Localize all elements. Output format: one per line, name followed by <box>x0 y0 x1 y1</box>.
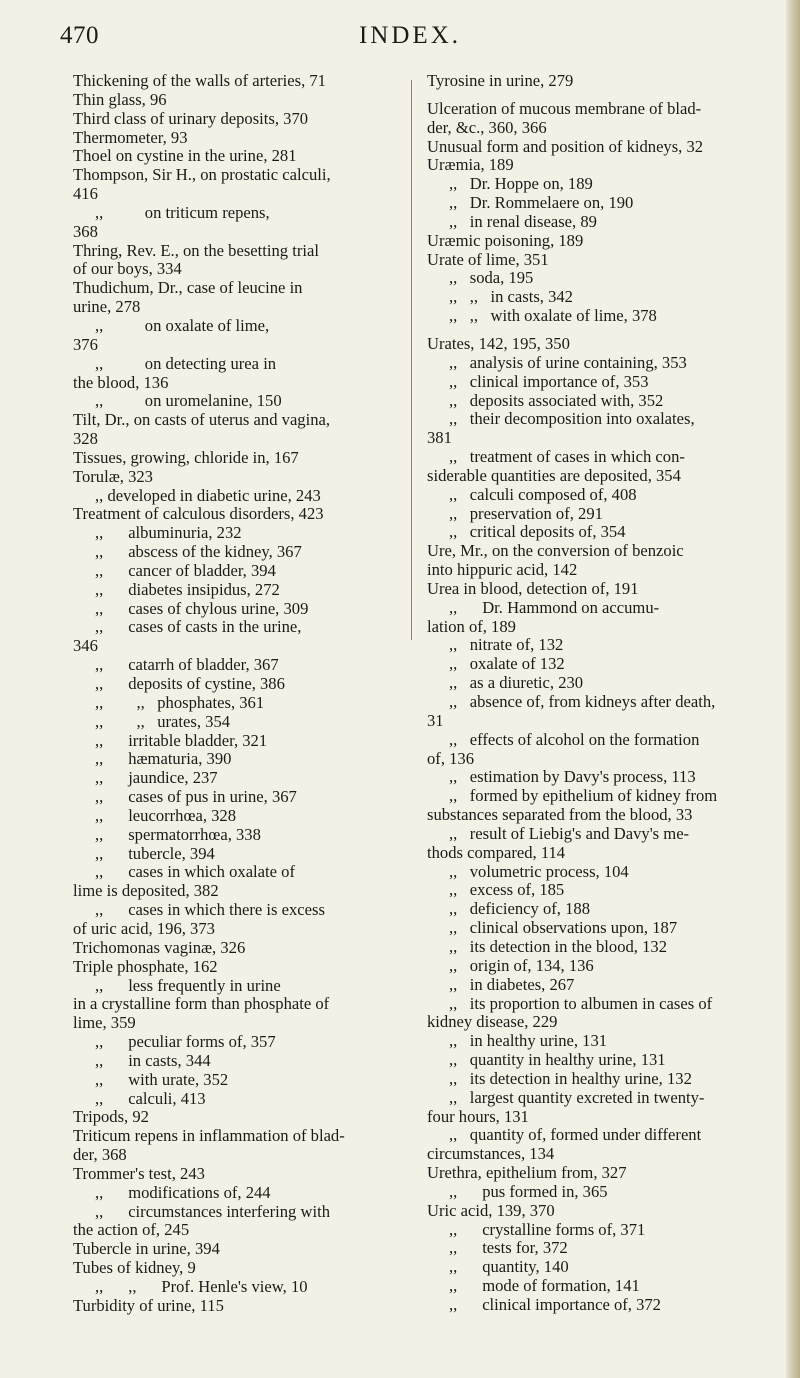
index-line: ,, treatment of cases in which con- <box>449 447 685 467</box>
index-line: ,, as a diuretic, 230 <box>449 673 584 693</box>
index-line: ,, modifications of, 244 <box>95 1182 271 1202</box>
index-line: ,, albuminuria, 232 <box>95 523 242 543</box>
index-column-left <box>73 72 407 1316</box>
index-line: Tissues, growing, chloride in, 167 <box>73 447 299 467</box>
index-line: ,, cases in which oxalate of <box>95 862 295 882</box>
index-line: ,, peculiar forms of, 357 <box>95 1032 276 1052</box>
index-line: Uræmic poisoning, 189 <box>427 230 584 250</box>
index-line: ,, its detection in the blood, 132 <box>449 936 667 956</box>
index-line: the action of, 245 <box>73 1220 190 1240</box>
index-line: ,, irritable bladder, 321 <box>95 730 268 750</box>
index-line: ,, largest quantity excreted in twenty- <box>449 1087 705 1107</box>
index-line: substances separated from the blood, 33 <box>427 805 693 825</box>
index-line: in a crystalline form than phosphate of <box>73 994 330 1014</box>
index-line: Torulæ, 323 <box>73 466 153 486</box>
index-line: of, 136 <box>427 748 475 768</box>
index-line: ,, soda, 195 <box>449 268 534 288</box>
index-line: 328 <box>73 429 98 449</box>
index-line: Uræmia, 189 <box>427 155 514 175</box>
index-line: ,, calculi, 413 <box>95 1088 206 1108</box>
index-line: 381 <box>427 428 452 448</box>
index-line: 376 <box>73 334 98 354</box>
index-line: ,, in renal disease, 89 <box>449 211 597 231</box>
index-line: ,, ,, phosphates, 361 <box>95 692 265 712</box>
index-line: Tubes of kidney, 9 <box>73 1258 196 1278</box>
index-line: ,, formed by epithelium of kidney from <box>449 786 718 806</box>
index-line: Ure, Mr., on the conversion of benzoic <box>427 541 684 561</box>
index-line: circumstances, 134 <box>427 1144 555 1164</box>
index-line: ,, Dr. Hammond on accumu- <box>449 597 660 617</box>
index-line: Thickening of the walls of arteries, 71 <box>73 71 326 90</box>
index-line: ,, on uromelanine, 150 <box>95 391 282 411</box>
index-line: ,, on triticum repens, <box>95 202 270 222</box>
index-line: Tubercle in urine, 394 <box>73 1239 220 1259</box>
index-line: ,, leucorrhœa, 328 <box>95 805 237 825</box>
index-line: of our boys, 334 <box>73 259 182 279</box>
index-line: ,, cases of chylous urine, 309 <box>95 598 309 618</box>
index-line: ,, hæmaturia, 390 <box>95 749 232 769</box>
index-line: ,, quantity, 140 <box>449 1257 569 1277</box>
index-line: ,, deposits associated with, 352 <box>449 390 664 410</box>
index-line: ,, on oxalate of lime, <box>95 315 270 335</box>
index-line: siderable quantities are deposited, 354 <box>427 465 681 485</box>
index-line: ,, Dr. Rommelaere on, 190 <box>449 193 634 213</box>
index-line: ,, excess of, 185 <box>449 880 565 900</box>
index-line: ,, in healthy urine, 131 <box>449 1031 608 1051</box>
index-line: ,, quantity in healthy urine, 131 <box>449 1050 666 1070</box>
index-line: Urates, 142, 195, 350 <box>427 333 570 353</box>
index-line: lime is deposited, 382 <box>73 881 219 901</box>
index-line: ,, ,, with oxalate of lime, 378 <box>449 306 657 326</box>
index-line: ,, cases of pus in urine, 367 <box>95 787 297 807</box>
index-line: ,, clinical observations upon, 187 <box>449 918 678 938</box>
index-line: ,, deficiency of, 188 <box>449 899 590 919</box>
index-line: ,, on detecting urea in <box>95 353 277 373</box>
index-line: Urate of lime, 351 <box>427 249 549 269</box>
index-line: ,, clinical importance of, 353 <box>449 371 649 391</box>
index-line: kidney disease, 229 <box>427 1012 558 1032</box>
index-line: ,, cases of casts in the urine, <box>95 617 302 637</box>
index-line: ,, crystalline forms of, 371 <box>449 1219 646 1239</box>
index-line: Uric acid, 139, 370 <box>427 1200 555 1220</box>
index-line: ,, nitrate of, 132 <box>449 635 564 655</box>
index-line: 31 <box>427 710 444 730</box>
index-line: Unusual form and position of kidneys, 32 <box>427 136 704 156</box>
index-line: Treatment of calculous disorders, 423 <box>73 504 324 524</box>
index-line: Tripods, 92 <box>73 1107 149 1127</box>
index-line: Triple phosphate, 162 <box>73 956 218 976</box>
index-line: ,, developed in diabetic urine, 243 <box>95 485 321 505</box>
page-edge <box>786 0 800 1378</box>
index-line: 346 <box>73 636 98 656</box>
index-line: ,, less frequently in urine <box>95 975 281 995</box>
index-line: the blood, 136 <box>73 372 169 392</box>
index-line: Thin glass, 96 <box>73 89 167 109</box>
index-line: Tyrosine in urine, 279 <box>427 71 574 90</box>
index-line: Turbidity of urine, 115 <box>73 1295 224 1315</box>
index-line: ,, clinical importance of, 372 <box>449 1295 661 1314</box>
index-line: thods compared, 114 <box>427 842 566 862</box>
index-line: ,, tubercle, 394 <box>95 843 215 863</box>
index-line: ,, with urate, 352 <box>95 1069 229 1089</box>
index-line: Thudichum, Dr., case of leucine in <box>73 278 303 298</box>
index-line: urine, 278 <box>73 297 141 317</box>
index-line: Thring, Rev. E., on the besetting trial <box>73 240 319 260</box>
index-line: lation of, 189 <box>427 616 516 636</box>
index-line: ,, calculi composed of, 408 <box>449 484 637 504</box>
index-line: ,, analysis of urine containing, 353 <box>449 352 687 372</box>
index-line: ,, critical deposits of, 354 <box>449 522 626 542</box>
index-line: ,, effects of alcohol on the formation <box>449 729 700 749</box>
index-line: of uric acid, 196, 373 <box>73 918 215 938</box>
index-line: ,, result of Liebig's and Davy's me- <box>449 823 690 843</box>
index-line: ,, mode of formation, 141 <box>449 1276 640 1296</box>
index-line: ,, ,, in casts, 342 <box>449 287 573 307</box>
index-line: ,, cancer of bladder, 394 <box>95 560 276 580</box>
index-line: ,, catarrh of bladder, 367 <box>95 655 279 675</box>
index-line: ,, diabetes insipidus, 272 <box>95 579 280 599</box>
index-line: Thompson, Sir H., on prostatic calculi, <box>73 165 331 185</box>
index-line: ,, spermatorrhœa, 338 <box>95 824 261 844</box>
index-line: ,, circumstances interfering with <box>95 1201 331 1221</box>
index-line: Thoel on cystine in the urine, 281 <box>73 146 297 166</box>
index-line: ,, preservation of, 291 <box>449 503 603 523</box>
index-line: ,, estimation by Davy's process, 113 <box>449 767 696 787</box>
index-line: ,, jaundice, 237 <box>95 768 218 788</box>
index-line: ,, origin of, 134, 136 <box>449 955 594 975</box>
index-line: Ulceration of mucous membrane of blad- <box>427 98 702 118</box>
index-line: ,, Dr. Hoppe on, 189 <box>449 174 593 194</box>
index-line: der, &c., 360, 366 <box>427 117 547 137</box>
index-line: ,, its proportion to albumen in cases of <box>449 993 713 1013</box>
index-line: ,, pus formed in, 365 <box>449 1181 608 1201</box>
column-divider <box>411 80 412 640</box>
index-line: Urethra, epithelium from, 327 <box>427 1163 627 1183</box>
index-line: Trommer's test, 243 <box>73 1163 205 1183</box>
index-line: ,, oxalate of 132 <box>449 654 565 674</box>
index-line: 368 <box>73 221 98 241</box>
index-line: der, 368 <box>73 1145 127 1165</box>
index-line: ,, cases in which there is excess <box>95 900 325 920</box>
index-line: ,, ,, urates, 354 <box>95 711 231 731</box>
index-line: four hours, 131 <box>427 1106 529 1126</box>
index-line: ,, in casts, 344 <box>95 1050 211 1070</box>
index-line: ,, ,, Prof. Henle's view, 10 <box>95 1277 308 1296</box>
index-line: ,, its detection in healthy urine, 132 <box>449 1068 692 1088</box>
index-line: Third class of urinary deposits, 370 <box>73 108 309 128</box>
index-line: Trichomonas vaginæ, 326 <box>73 937 246 957</box>
index-column-right <box>427 72 761 1315</box>
index-line: ,, tests for, 372 <box>449 1238 568 1258</box>
index-line: ,, in diabetes, 267 <box>449 974 575 994</box>
index-line: ,, their decomposition into oxalates, <box>449 409 695 429</box>
index-line: 416 <box>73 184 98 204</box>
index-line: ,, quantity of, formed under different <box>449 1125 702 1145</box>
index-line: Triticum repens in inflammation of blad- <box>73 1126 345 1146</box>
running-head: INDEX. <box>358 22 461 49</box>
page-number: 470 <box>60 22 99 49</box>
page-header <box>60 22 760 56</box>
index-line: ,, abscess of the kidney, 367 <box>95 542 302 562</box>
index-line: Thermometer, 93 <box>73 127 188 147</box>
index-line: ,, volumetric process, 104 <box>449 861 629 881</box>
index-line: lime, 359 <box>73 1013 136 1033</box>
index-line: ,, deposits of cystine, 386 <box>95 674 285 693</box>
index-line: into hippuric acid, 142 <box>427 560 578 580</box>
index-line: ,, absence of, from kidneys after death, <box>449 692 716 711</box>
index-line: Tilt, Dr., on casts of uterus and vagina, <box>73 410 331 430</box>
index-line: Urea in blood, detection of, 191 <box>427 578 639 598</box>
